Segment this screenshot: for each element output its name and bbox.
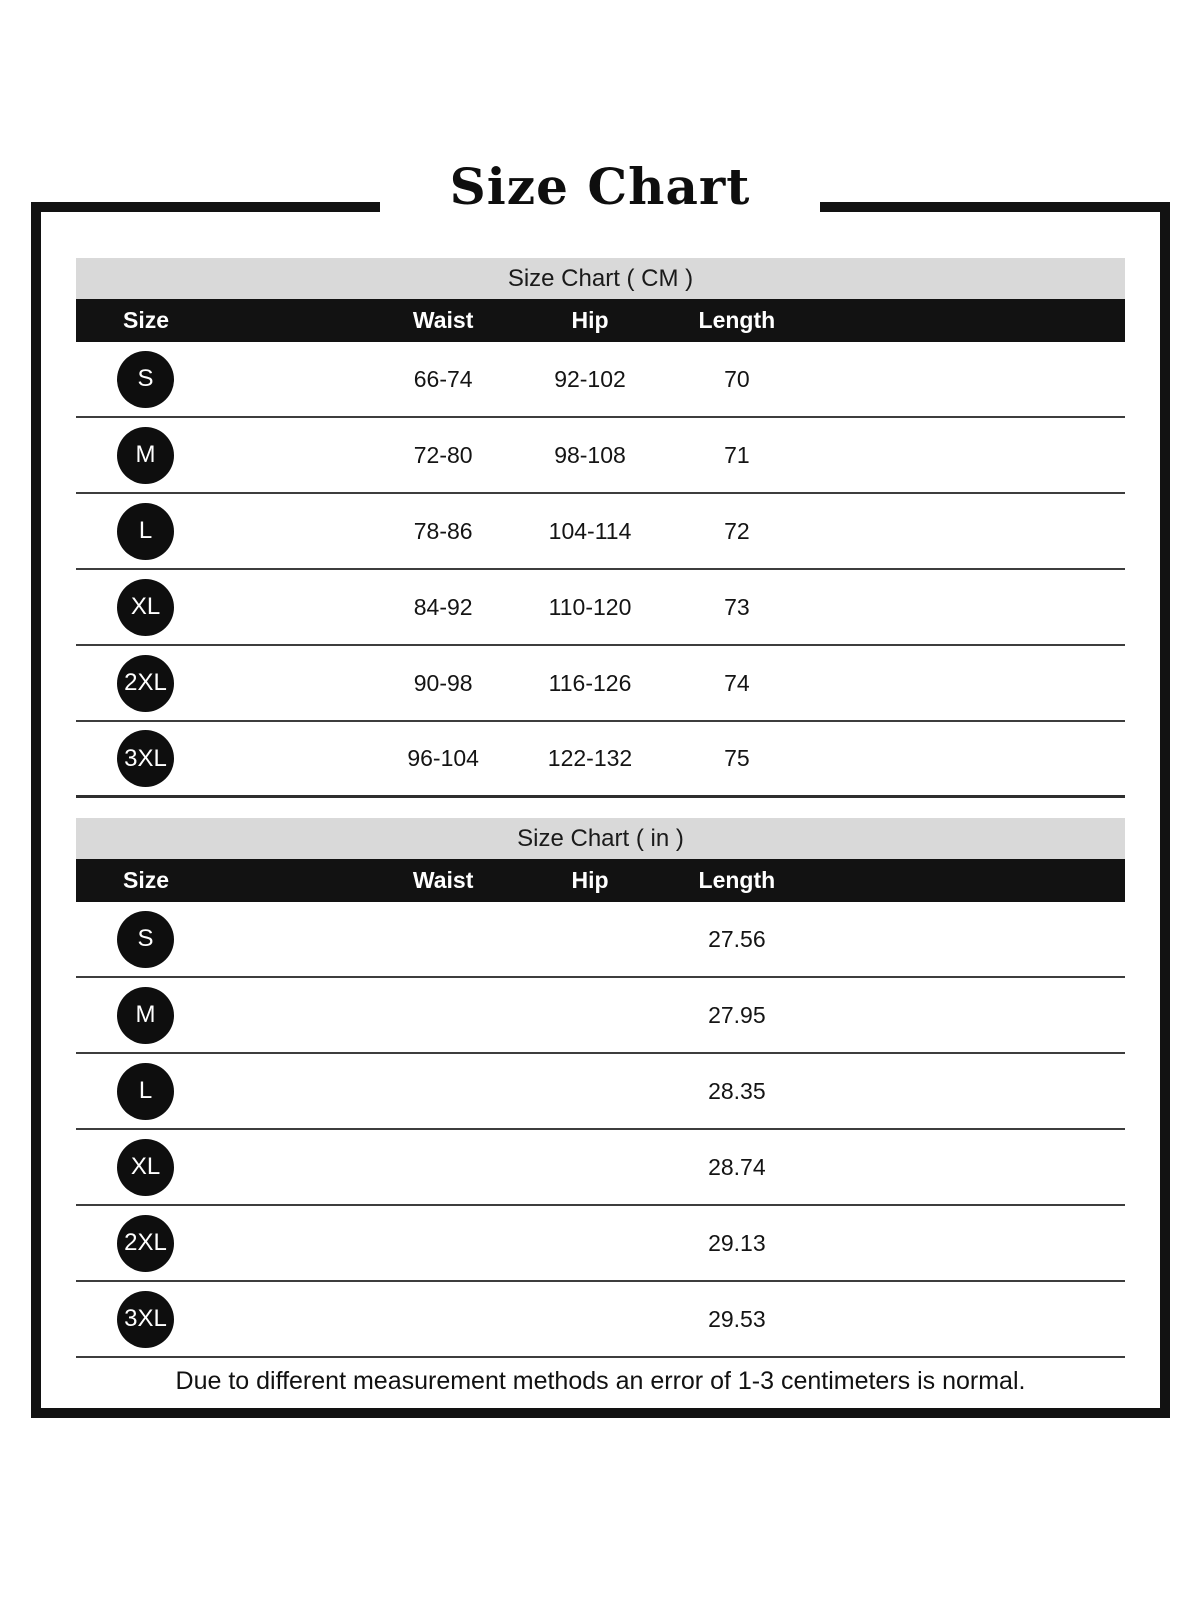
spacer-cell [810,494,1125,568]
column-header-size: Size [122,867,170,893]
size-badge: S [117,351,174,408]
size-badge: XL [117,579,174,636]
spacer-cell [810,1130,1125,1204]
size-badge: 3XL [117,1291,174,1348]
size-table-cm [76,258,1125,798]
size-cell [76,1130,370,1204]
size-badge: S [117,911,174,968]
size-cell [76,418,370,492]
column-header-length: Length [698,867,776,893]
table-row [76,646,1125,722]
size-cell [76,1054,370,1128]
table-caption-cm: Size Chart ( CM ) [76,258,1125,299]
length-cell: 29.13 [708,1229,766,1256]
size-badge: 3XL [117,730,174,787]
hip-cell: 122-132 [547,745,633,771]
column-header-waist: Waist [412,867,474,893]
table-row [76,494,1125,570]
length-cell: 28.74 [708,1153,766,1180]
waist-cell: 90-98 [413,669,473,696]
waist-cell: 96-104 [407,745,479,771]
size-badge: XL [117,1139,174,1196]
size-cell [76,342,370,416]
hip-cell: 104-114 [548,517,632,544]
column-header-length: Length [698,307,776,333]
table-row [76,722,1125,798]
hip-cell [517,1206,664,1280]
page-title [0,157,1200,216]
spacer-cell [810,646,1125,720]
hip-cell [517,902,664,976]
hip-cell [517,978,664,1052]
waist-cell: 78-86 [413,517,473,544]
table-caption-in: Size Chart ( in ) [76,818,1125,859]
hip-cell [517,1054,664,1128]
hip-cell: 98-108 [554,441,626,468]
length-cell: 28.35 [708,1077,766,1104]
size-cell [76,494,370,568]
size-cell [76,1206,370,1280]
waist-cell [370,1054,517,1128]
size-cell [76,978,370,1052]
spacer-cell [810,418,1125,492]
length-cell: 27.56 [708,925,766,952]
frame-inner [41,212,1160,1404]
size-cell [76,722,370,795]
content-frame [31,202,1170,1418]
table-header-cm [76,299,1125,342]
waist-cell [370,1130,517,1204]
hip-cell: 110-120 [548,593,632,620]
size-badge: M [117,987,174,1044]
table-row [76,978,1125,1054]
length-cell: 70 [724,365,750,392]
size-badge: 2XL [117,655,174,712]
waist-cell [370,1206,517,1280]
table-row [76,342,1125,418]
size-cell [76,902,370,976]
length-cell: 72 [724,517,750,544]
size-badge: M [117,427,174,484]
column-header-waist: Waist [412,307,474,333]
table-row [76,902,1125,978]
spacer-cell [810,722,1125,795]
hip-cell [517,1130,664,1204]
size-badge: L [117,503,174,560]
table-row [76,1054,1125,1130]
size-table-in [76,818,1125,1358]
waist-cell [370,902,517,976]
size-cell [76,1282,370,1356]
waist-cell [370,978,517,1052]
column-header-size: Size [122,307,170,333]
waist-cell: 84-92 [413,593,473,620]
column-header-hip: Hip [571,307,609,333]
spacer-cell [810,1206,1125,1280]
length-cell: 29.53 [708,1305,766,1332]
waist-cell [370,1282,517,1356]
table-row [76,1130,1125,1206]
table-row [76,1206,1125,1282]
length-cell: 71 [724,441,750,468]
spacer-cell [810,1054,1125,1128]
hip-cell [517,1282,664,1356]
length-cell: 27.95 [708,1001,766,1028]
column-header-hip: Hip [571,867,609,893]
table-row [76,570,1125,646]
size-cell [76,646,370,720]
hip-cell: 116-126 [548,669,632,696]
waist-cell: 72-80 [413,441,473,468]
spacer-cell [810,570,1125,644]
spacer-cell [810,978,1125,1052]
spacer-cell [810,902,1125,976]
hip-cell: 92-102 [554,365,626,392]
size-cell [76,570,370,644]
size-badge: 2XL [117,1215,174,1272]
page-title-text: Size Chart [380,160,821,214]
waist-cell: 66-74 [413,365,473,392]
column-header-spacer [810,299,1125,342]
length-cell: 75 [724,745,750,771]
spacer-cell [810,342,1125,416]
table-header-in [76,859,1125,902]
spacer-cell [810,1282,1125,1356]
table-row [76,418,1125,494]
length-cell: 73 [724,593,750,620]
length-cell: 74 [724,669,750,696]
measurement-note: Due to different measurement methods an error of 1-3 centimeters is normal. [175,1366,1026,1395]
table-gap [76,798,1125,818]
column-header-spacer [810,859,1125,902]
table-row [76,1282,1125,1358]
size-badge: L [117,1063,174,1120]
